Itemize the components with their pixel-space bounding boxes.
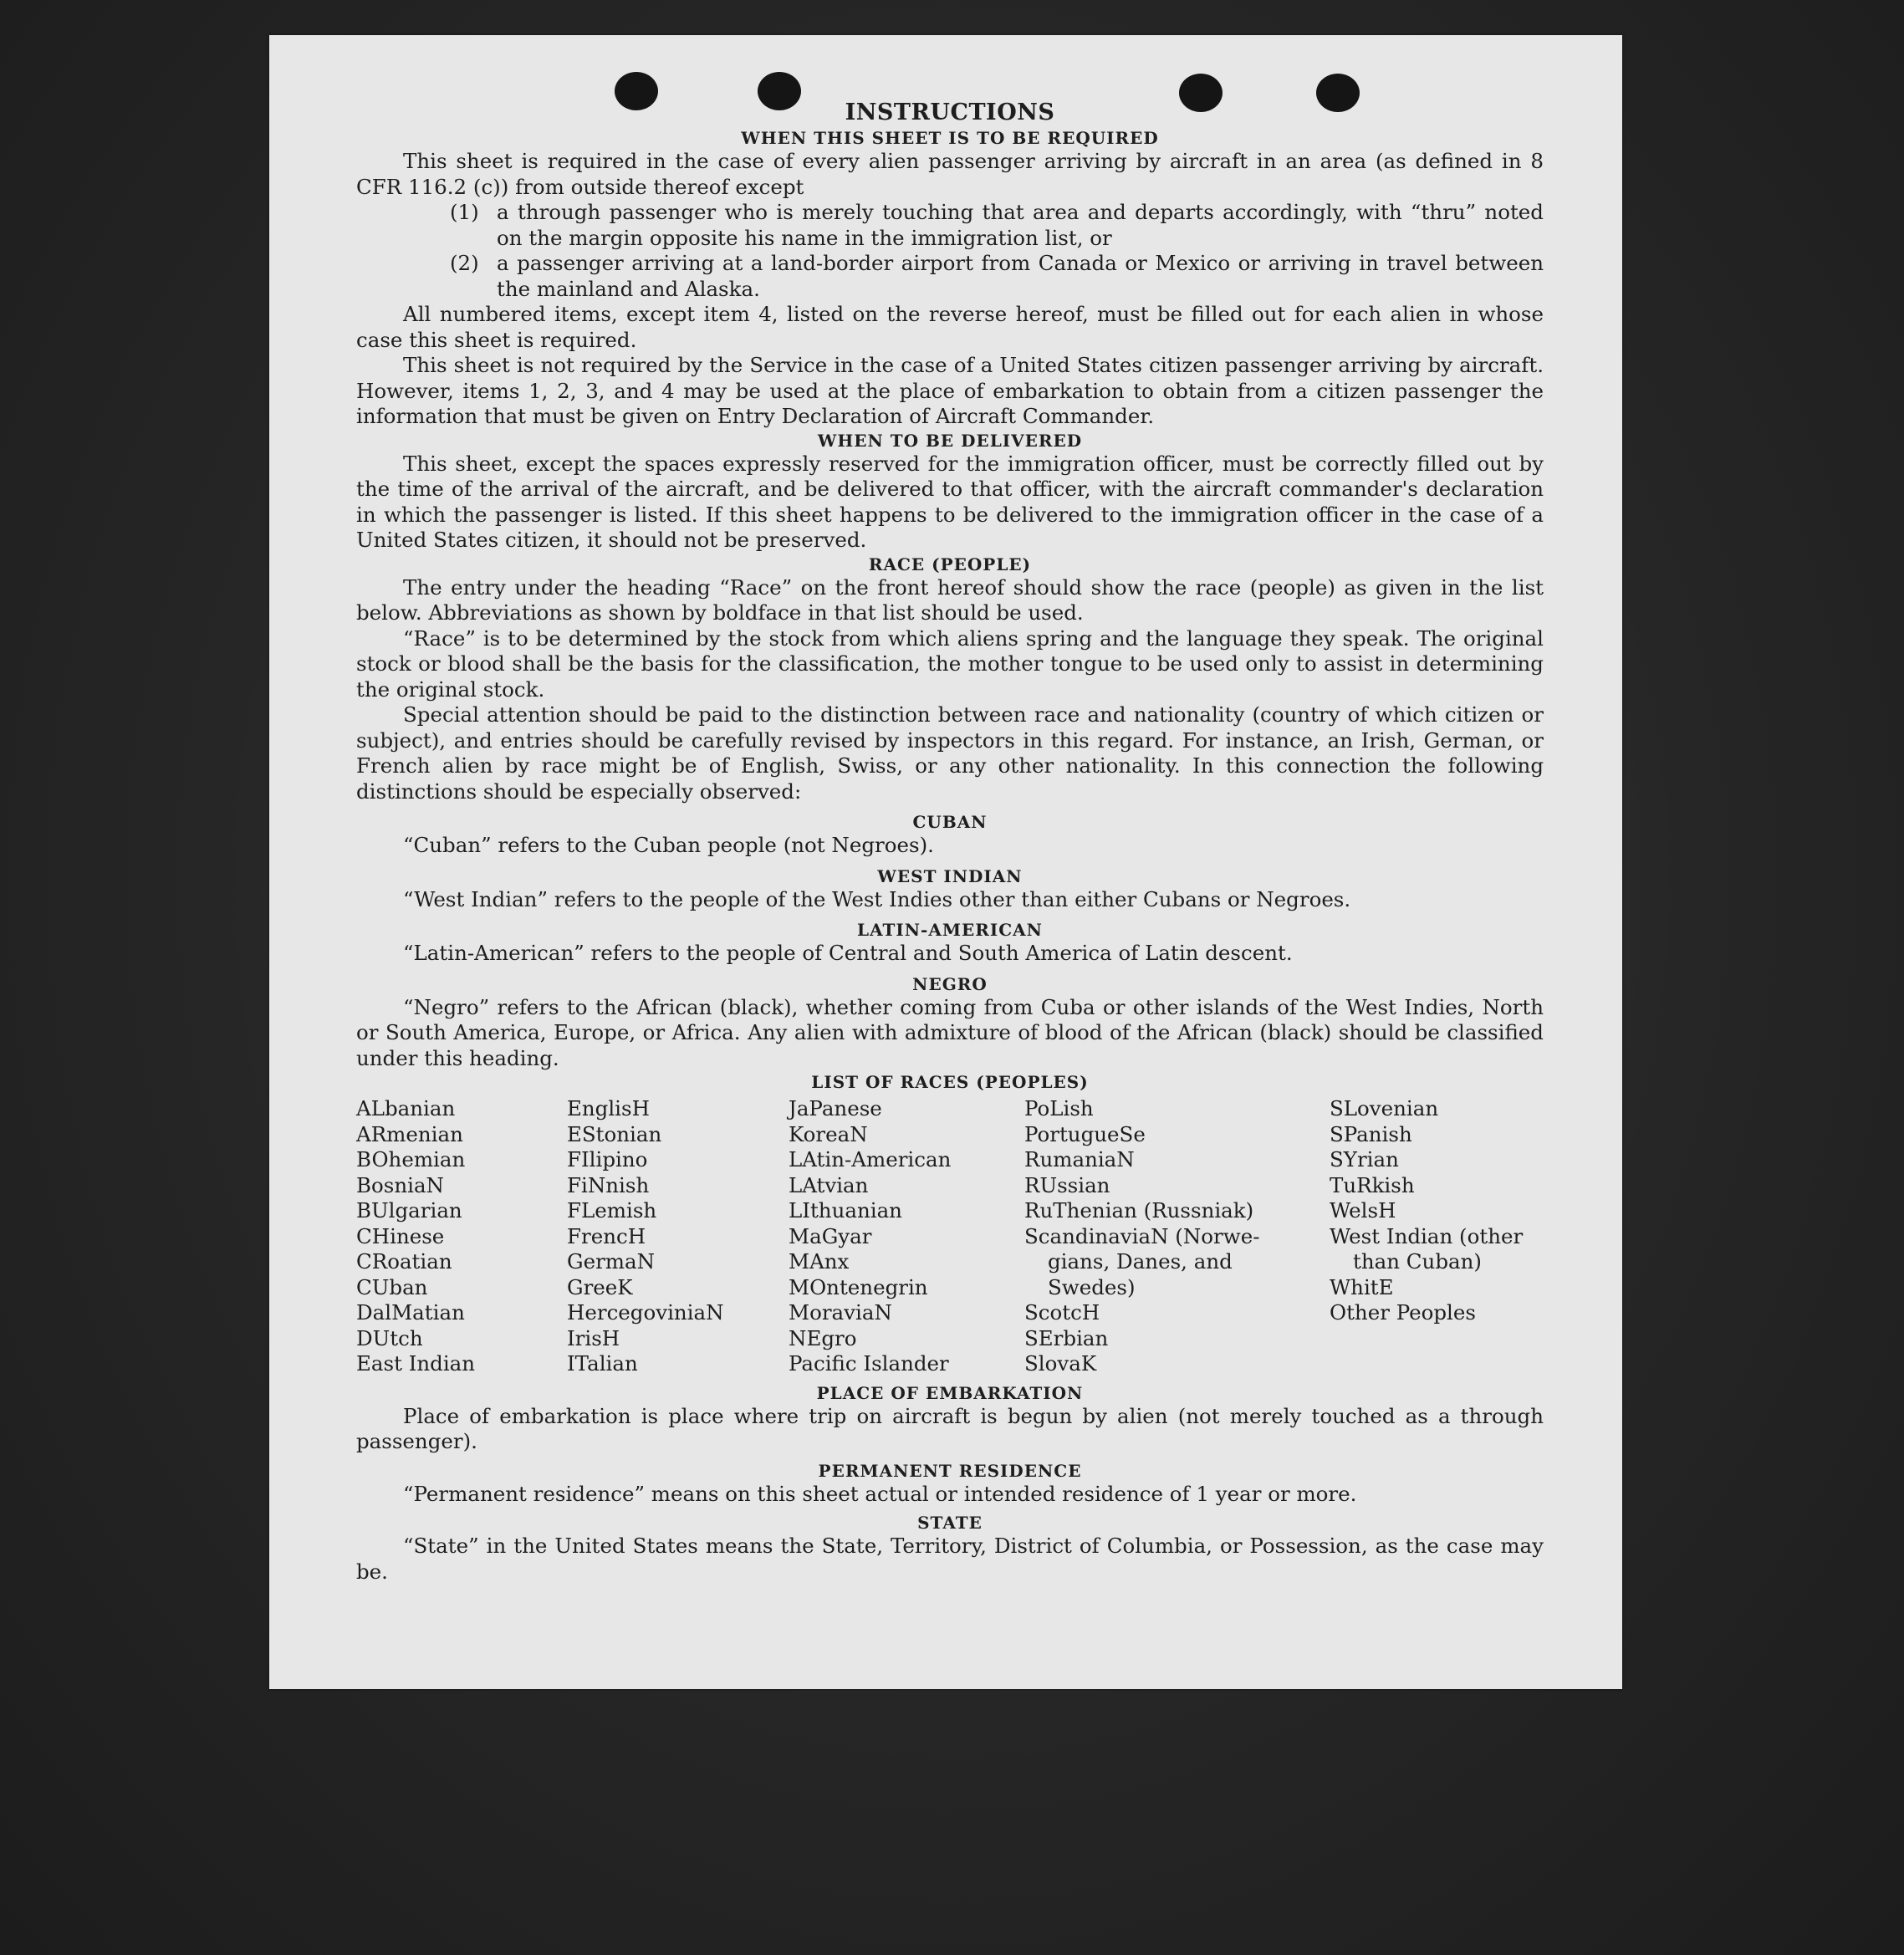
section-heading: STATE (917, 1513, 983, 1533)
race-entry: SErbian (1024, 1325, 1109, 1350)
races-list (356, 1096, 1544, 1377)
section-heading: WEST INDIAN (877, 865, 1023, 886)
race-entry: NEgro (789, 1325, 857, 1350)
item-text: a through passenger who is merely touching that area and departs accordingly, with “thru” noted on the margin opposite his name in the immigration list, or (497, 200, 1544, 250)
race-entry: ScandinaviaN (Norwe- (1024, 1223, 1260, 1248)
list-item (356, 251, 1544, 302)
races-column-5 (1330, 1096, 1544, 1377)
race-entry: WelsH (1330, 1198, 1396, 1223)
paragraph: “West Indian” refers to the people of the West Indies other than either Cubans or Negroes. (403, 886, 1351, 911)
races-column-1 (356, 1096, 567, 1377)
race-entry: SPanish (1330, 1121, 1412, 1146)
race-entry: IrisH (567, 1325, 620, 1350)
race-entry: BOhemian (356, 1147, 466, 1171)
list-item (356, 200, 1544, 251)
paragraph: This sheet, except the spaces expressly reserved for the immigration officer, must be correctly filled out by the time of the arrival of the aircraft, and be delivered to that officer, with the aircraft commander's declaration in which the passenger is listed. If this sheet happens to be delivered to the immigration officer in the case of a United States citizen, it should not be preserved. (356, 451, 1544, 552)
race-entry: CRoatian (356, 1249, 452, 1274)
item-number: (1) (450, 200, 479, 224)
paragraph: Place of embarkation is place where trip on aircraft is begun by alien (not merely touched as a through passenger). (356, 1403, 1544, 1453)
race-entry: EStonian (567, 1121, 662, 1146)
item-number: (2) (450, 251, 479, 275)
section-heading: LIST OF RACES (PEOPLES) (811, 1072, 1089, 1092)
document-title: INSTRUCTIONS (845, 100, 1055, 125)
race-entry: TuRkish (1330, 1172, 1415, 1197)
race-entry: ALbanian (356, 1096, 456, 1120)
document-body (356, 99, 1544, 1585)
race-entry: RUssian (1024, 1172, 1110, 1197)
paragraph: This sheet is required in the case of every alien passenger arriving by aircraft in an area (as defined in 8 CFR 116.2 (c)) from outside thereof except (356, 149, 1544, 199)
race-entry: BUlgarian (356, 1198, 462, 1223)
race-entry: DUtch (356, 1325, 423, 1350)
race-entry-continued: gians, Danes, and (1048, 1249, 1233, 1274)
section-heading: PERMANENT RESIDENCE (818, 1460, 1082, 1481)
race-entry: FLemish (567, 1198, 657, 1223)
race-entry: RuThenian (Russniak) (1024, 1198, 1254, 1223)
race-entry-continued: than Cuban) (1353, 1249, 1482, 1274)
section-heading: LATIN-AMERICAN (857, 920, 1043, 940)
section-heading: NEGRO (912, 973, 988, 994)
race-entry: MoraviaN (789, 1300, 892, 1325)
section-heading: PLACE OF EMBARKATION (816, 1382, 1084, 1403)
paragraph: This sheet is not required by the Service in the case of a United States citizen passenger arriving by aircraft. However, items 1, 2, 3, and 4 may be used at the place of embarkation to obtain from a citizen passenger the information that must be given on Entry Declaration of Aircraft Commander. (356, 353, 1544, 428)
race-entry: LAtin-American (789, 1147, 952, 1171)
race-entry: CUban (356, 1274, 428, 1299)
paragraph: “Cuban” refers to the Cuban people (not Negroes). (403, 833, 934, 857)
paragraph: “Race” is to be determined by the stock from which aliens spring and the language they speak. The original stock or blood shall be the basis for the classification, the mother tongue to be used only to assist in determining the original stock. (356, 625, 1544, 702)
races-column-4 (1024, 1096, 1330, 1377)
race-entry: GreeK (567, 1274, 633, 1299)
race-entry: ScotcH (1024, 1300, 1100, 1325)
races-column-3 (789, 1096, 1024, 1377)
race-entry: PoLish (1024, 1096, 1094, 1120)
race-entry: SLovenian (1330, 1096, 1439, 1120)
race-entry: MaGyar (789, 1223, 872, 1248)
race-entry: FrencH (567, 1223, 646, 1248)
races-column-2 (567, 1096, 789, 1377)
paragraph: “Permanent residence” means on this sheet actual or intended residence of 1 year or more. (403, 1481, 1357, 1506)
race-entry: EnglisH (567, 1096, 650, 1120)
race-entry: BosniaN (356, 1172, 444, 1197)
paragraph: “State” in the United States means the State, Territory, District of Columbia, or Possession, as the case may be. (356, 1534, 1544, 1584)
race-entry: SYrian (1330, 1147, 1399, 1171)
section-heading: WHEN TO BE DELIVERED (817, 430, 1083, 451)
paragraph: “Negro” refers to the African (black), whether coming from Cuba or other islands of the West Indies, North or South America, Europe, or Africa. Any alien with admixture of blood of the African (black) should be classified under this heading. (356, 994, 1544, 1070)
paragraph: Special attention should be paid to the distinction between race and nationality (country of which citizen or subject), and entries should be carefully revised by inspectors in this regard. For instance, an Irish, German, or French alien by race might be of English, Swiss, or any other nationality. In this connection the following distinctions should be especially observed: (356, 702, 1544, 804)
race-entry: WhitE (1330, 1274, 1394, 1299)
document-page (269, 35, 1622, 1689)
section-heading: RACE (PEOPLE) (868, 554, 1032, 574)
race-entry: JaPanese (789, 1096, 882, 1120)
race-entry: West Indian (other (1330, 1223, 1524, 1248)
race-entry: ARmenian (356, 1121, 463, 1146)
paragraph: “Latin-American” refers to the people of Central and South America of Latin descent. (403, 941, 1293, 965)
race-entry: PortugueSe (1024, 1121, 1146, 1146)
race-entry-continued: Swedes) (1048, 1274, 1136, 1299)
race-entry: FiNnish (567, 1172, 650, 1197)
race-entry: ITalian (567, 1351, 638, 1376)
race-entry: KoreaN (789, 1121, 868, 1146)
race-entry: LIthuanian (789, 1198, 902, 1223)
race-entry: RumaniaN (1024, 1147, 1135, 1171)
race-entry: CHinese (356, 1223, 445, 1248)
race-entry: MAnx (789, 1249, 850, 1274)
race-entry: SlovaK (1024, 1351, 1097, 1376)
race-entry: East Indian (356, 1351, 476, 1376)
paragraph: The entry under the heading “Race” on the front hereof should show the race (people) as given in the list below. Abbreviations as shown by boldface in that list should be used. (356, 574, 1544, 625)
race-entry: LAtvian (789, 1172, 869, 1197)
section-heading: CUBAN (912, 812, 988, 832)
race-entry: HercegoviniaN (567, 1300, 724, 1325)
race-entry: Other Peoples (1330, 1300, 1476, 1325)
race-entry: Pacific Islander (789, 1351, 949, 1376)
paragraph: All numbered items, except item 4, listed on the reverse hereof, must be filled out for each alien in whose case this sheet is required. (356, 302, 1544, 352)
race-entry: FIlipino (567, 1147, 648, 1171)
race-entry: DalMatian (356, 1300, 465, 1325)
race-entry: GermaN (567, 1249, 656, 1274)
section-heading: WHEN THIS SHEET IS TO BE REQUIRED (741, 128, 1159, 148)
item-text: a passenger arriving at a land-border airport from Canada or Mexico or arriving in travel between the mainland and Alaska. (497, 251, 1544, 301)
race-entry: MOntenegrin (789, 1274, 928, 1299)
